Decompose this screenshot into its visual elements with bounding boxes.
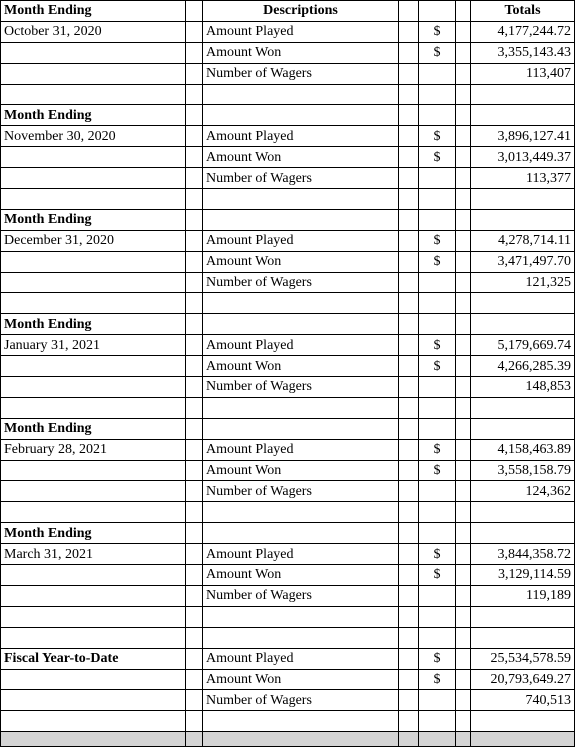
shaded-footer-row	[1, 732, 575, 747]
table-row	[1, 105, 575, 126]
table-row	[1, 63, 575, 84]
blank-row	[1, 627, 575, 648]
table-row	[1, 460, 575, 481]
period-heading: Month Ending	[1, 1, 186, 22]
amount-played-value: 5,179,669.74	[471, 335, 575, 356]
amount-won-value: 3,013,449.37	[471, 147, 575, 168]
table-row	[1, 439, 575, 460]
wagers-value: 148,853	[471, 377, 575, 398]
currency-symbol: $	[419, 230, 456, 251]
currency-symbol: $	[419, 147, 456, 168]
description-label: Amount Played	[203, 126, 399, 147]
amount-played-value: 4,278,714.11	[471, 230, 575, 251]
table-row	[1, 126, 575, 147]
amount-played-value: 3,844,358.72	[471, 544, 575, 565]
blank-row	[1, 711, 575, 732]
fiscal-heading: Fiscal Year-to-Date	[1, 648, 186, 669]
currency-symbol: $	[419, 21, 456, 42]
table-row	[1, 481, 575, 502]
currency-symbol: $	[419, 565, 456, 586]
currency-symbol: $	[419, 669, 456, 690]
description-label: Amount Won	[203, 460, 399, 481]
amount-played-value: 4,158,463.89	[471, 439, 575, 460]
currency-symbol: $	[419, 356, 456, 377]
table-row	[1, 356, 575, 377]
table-row	[1, 42, 575, 63]
description-label: Amount Played	[203, 648, 399, 669]
header-row	[1, 1, 575, 22]
period-heading: Month Ending	[1, 418, 186, 439]
amount-played-value: 4,177,244.72	[471, 21, 575, 42]
amount-won-value: 3,558,158.79	[471, 460, 575, 481]
table-row	[1, 314, 575, 335]
amount-won-value: 3,355,143.43	[471, 42, 575, 63]
totals-header: Totals	[471, 1, 575, 22]
wagers-value: 113,377	[471, 168, 575, 189]
currency-symbol: $	[419, 439, 456, 460]
blank-row	[1, 606, 575, 627]
blank-row	[1, 397, 575, 418]
period-heading: Month Ending	[1, 209, 186, 230]
table-row	[1, 544, 575, 565]
currency-symbol: $	[419, 251, 456, 272]
fiscal-amount-played-value: 25,534,578.59	[471, 648, 575, 669]
currency-symbol: $	[419, 460, 456, 481]
period-date: December 31, 2020	[1, 230, 186, 251]
table-row	[1, 585, 575, 606]
table-row	[1, 251, 575, 272]
table-row	[1, 523, 575, 544]
amount-played-value: 3,896,127.41	[471, 126, 575, 147]
blank-row	[1, 84, 575, 105]
description-label: Number of Wagers	[203, 690, 399, 711]
descriptions-header: Descriptions	[203, 1, 399, 22]
description-label: Number of Wagers	[203, 168, 399, 189]
blank-row	[1, 293, 575, 314]
table-row	[1, 147, 575, 168]
period-date: November 30, 2020	[1, 126, 186, 147]
blank-row	[1, 189, 575, 210]
amount-won-value: 3,471,497.70	[471, 251, 575, 272]
description-label: Number of Wagers	[203, 272, 399, 293]
description-label: Amount Played	[203, 21, 399, 42]
description-label: Amount Played	[203, 335, 399, 356]
description-label: Amount Won	[203, 356, 399, 377]
table-row	[1, 272, 575, 293]
table-row	[1, 209, 575, 230]
period-date: March 31, 2021	[1, 544, 186, 565]
period-heading: Month Ending	[1, 523, 186, 544]
currency-symbol: $	[419, 335, 456, 356]
table-row	[1, 21, 575, 42]
table-row	[1, 418, 575, 439]
table-row	[1, 168, 575, 189]
wagers-value: 113,407	[471, 63, 575, 84]
currency-symbol: $	[419, 648, 456, 669]
currency-symbol: $	[419, 42, 456, 63]
table-row	[1, 669, 575, 690]
table-row	[1, 377, 575, 398]
period-date: February 28, 2021	[1, 439, 186, 460]
description-label: Amount Played	[203, 439, 399, 460]
description-label: Amount Won	[203, 147, 399, 168]
description-label: Number of Wagers	[203, 481, 399, 502]
period-date: January 31, 2021	[1, 335, 186, 356]
period-date: October 31, 2020	[1, 21, 186, 42]
description-label: Amount Played	[203, 544, 399, 565]
wagers-value: 124,362	[471, 481, 575, 502]
table-row	[1, 565, 575, 586]
wagers-value: 121,325	[471, 272, 575, 293]
blank-row	[1, 502, 575, 523]
currency-symbol: $	[419, 544, 456, 565]
table-row	[1, 690, 575, 711]
description-label: Number of Wagers	[203, 585, 399, 606]
description-label: Amount Won	[203, 42, 399, 63]
description-label: Number of Wagers	[203, 63, 399, 84]
wagers-value: 119,189	[471, 585, 575, 606]
period-heading: Month Ending	[1, 105, 186, 126]
description-label: Amount Won	[203, 669, 399, 690]
table-row	[1, 648, 575, 669]
table-row	[1, 230, 575, 251]
description-label: Amount Won	[203, 565, 399, 586]
amount-won-value: 4,266,285.39	[471, 356, 575, 377]
description-label: Amount Won	[203, 251, 399, 272]
currency-symbol: $	[419, 126, 456, 147]
amount-won-value: 3,129,114.59	[471, 565, 575, 586]
fiscal-wagers-value: 740,513	[471, 690, 575, 711]
description-label: Number of Wagers	[203, 377, 399, 398]
table-row	[1, 335, 575, 356]
period-heading: Month Ending	[1, 314, 186, 335]
description-label: Amount Played	[203, 230, 399, 251]
fiscal-amount-won-value: 20,793,649.27	[471, 669, 575, 690]
